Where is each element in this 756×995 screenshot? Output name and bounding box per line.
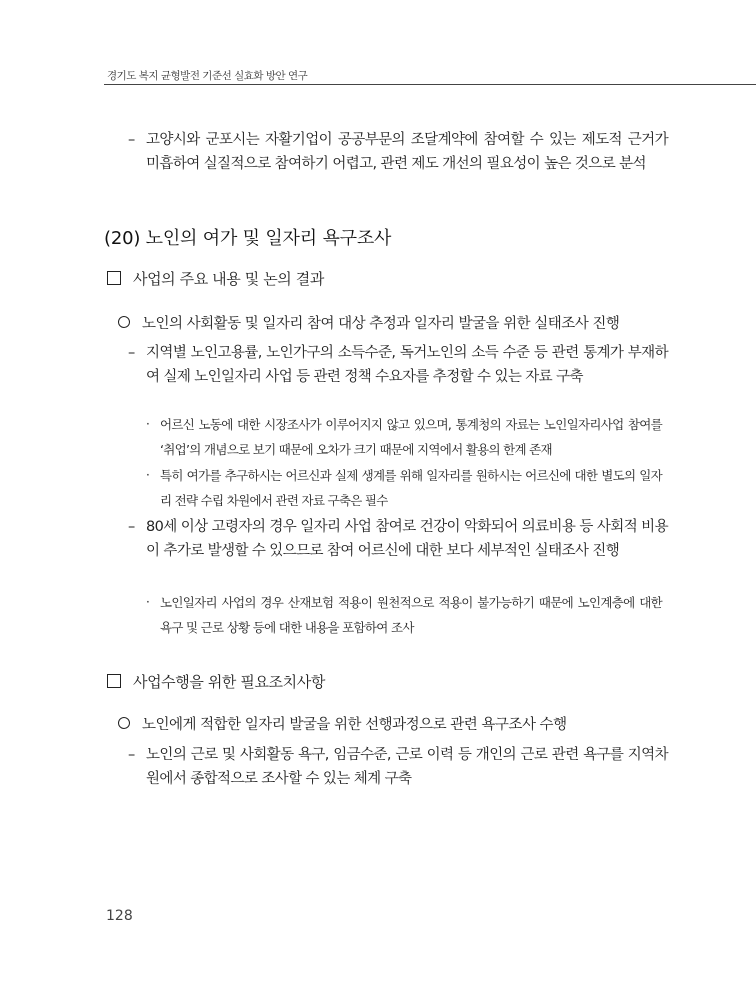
dash-item-2-text: 80세 이상 고령자의 경우 일자리 사업 참여로 건강이 악화되어 의료비용 등 사회적 비용이 추가로 발생할 수 있으므로 참여 어르신에 대한 보다 세부적인 실태조사 진행 [146, 519, 668, 559]
dot-item-1 [146, 412, 662, 462]
circle-item-1-text: 노인의 사회활동 및 일자리 참여 대상 추정과 일자리 발굴을 위한 실태조사 진행 [142, 316, 620, 332]
dot-marker: · [146, 468, 150, 482]
dot-item-1-text: 어르신 노동에 대한 시장조사가 이루어지지 않고 있으며, 통계청의 자료는 노인일자리사업 참여를 ‘취업’의 개념으로 보기 때문에 오차가 크기 때문에 지역에서 활용의 한계 존재 [160, 417, 662, 457]
square-heading-1 [107, 268, 324, 289]
dash-item-1-text: 지역별 노인고용률, 노인가구의 소득수준, 독거노인의 소득 수준 등 관련 통계가 부재하여 실제 노인일자리 사업 등 관련 정책 수요자를 추정할 수 있는 자료 구축 [146, 345, 668, 385]
circle-bullet-icon [118, 316, 130, 328]
circle-item-1 [118, 312, 619, 333]
intro-dash-text: 고양시와 군포시는 자활기업이 공공부문의 조달계약에 참여할 수 있는 제도적 근거가 미흡하여 실질적으로 참여하기 어렵고, 관련 제도 개선의 필요성이 높은 것으로 분석 [146, 132, 668, 172]
page-number: 128 [106, 908, 133, 924]
dash-item-2 [128, 515, 668, 563]
square-heading-2-text: 사업수행을 위한 필요조치사항 [133, 673, 325, 691]
square-heading-2 [107, 671, 325, 692]
running-header: 경기도 복지 균형발전 기준선 실효화 방안 연구 [107, 70, 308, 82]
header-rule [104, 84, 756, 85]
square-heading-1-text: 사업의 주요 내용 및 논의 결과 [133, 270, 324, 288]
dot-marker: · [146, 417, 150, 431]
dash-item-3-text: 노인의 근로 및 사회활동 욕구, 임금수준, 근로 이력 등 개인의 근로 관련 욕구를 지역차원에서 종합적으로 조사할 수 있는 체계 구축 [146, 747, 668, 787]
square-bullet-icon [107, 674, 121, 688]
intro-dash-item [128, 128, 668, 176]
dash-marker: – [128, 747, 135, 763]
dash-item-1 [128, 341, 668, 389]
dash-marker: – [128, 519, 135, 535]
square-bullet-icon [107, 271, 121, 285]
section-title: (20) 노인의 여가 및 일자리 욕구조사 [104, 228, 392, 249]
dot-item-2-text: 특히 여가를 추구하시는 어르신과 실제 생계를 위해 일자리를 원하시는 어르신에 대한 별도의 일자리 전략 수립 차원에서 관련 자료 구축은 필수 [160, 468, 662, 508]
dot-item-3-text: 노인일자리 사업의 경우 산재보험 적용이 원천적으로 적용이 불가능하기 때문에 노인계층에 대한 욕구 및 근로 상황 등에 대한 내용을 포함하여 조사 [160, 595, 662, 635]
dash-item-3 [128, 743, 668, 791]
dash-marker: – [128, 132, 135, 148]
circle-item-2-text: 노인에게 적합한 일자리 발굴을 위한 선행과정으로 관련 욕구조사 수행 [142, 717, 567, 733]
dot-item-3 [146, 590, 662, 640]
circle-item-2 [118, 713, 567, 734]
dot-marker: · [146, 595, 150, 609]
circle-bullet-icon [118, 717, 130, 729]
dash-marker: – [128, 345, 135, 361]
dot-item-2 [146, 463, 662, 513]
